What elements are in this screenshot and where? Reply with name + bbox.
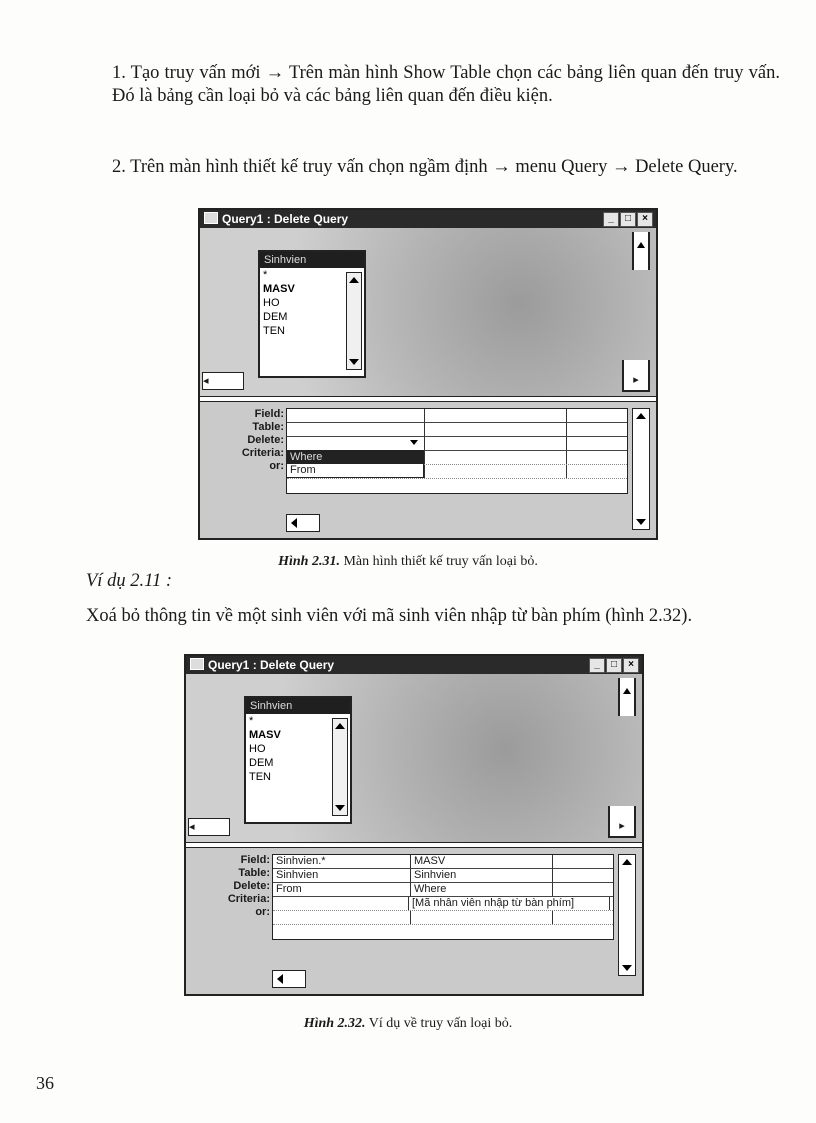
design-grid-pane <box>200 402 656 538</box>
close-button[interactable]: × <box>623 658 639 673</box>
grid-horizontal-scrollbar[interactable] <box>272 970 306 988</box>
maximize-button[interactable]: □ <box>606 658 622 673</box>
caption-label: Hình 2.31. <box>278 554 340 569</box>
grid-cell[interactable]: Where <box>411 883 553 896</box>
grid-horizontal-scrollbar[interactable] <box>286 514 320 532</box>
window-titlebar <box>186 656 642 674</box>
grid-cell[interactable] <box>610 897 613 910</box>
grid-cell[interactable] <box>567 451 627 464</box>
caption-label: Hình 2.32. <box>303 1016 366 1031</box>
maximize-button[interactable]: □ <box>620 212 636 227</box>
grid-cell[interactable] <box>425 465 567 478</box>
design-grid <box>272 854 614 940</box>
grid-cell[interactable]: [Mã nhân viên nhập từ bàn phím] <box>409 897 610 910</box>
table-pane <box>200 228 656 396</box>
query-icon <box>204 212 218 224</box>
field-item[interactable]: HO <box>249 743 266 755</box>
grid-cell[interactable]: Sinhvien.* <box>273 855 411 868</box>
grid-cell[interactable] <box>411 911 553 924</box>
grid-cell[interactable] <box>567 437 627 450</box>
query-icon <box>190 658 204 670</box>
grid-cell[interactable] <box>273 897 409 910</box>
dropdown-option[interactable]: Where <box>287 451 423 464</box>
grid-row <box>287 409 627 423</box>
minimize-button[interactable]: _ <box>603 212 619 227</box>
grid-cell[interactable] <box>567 465 627 478</box>
table-scrollbar[interactable] <box>346 272 362 370</box>
table-scrollbar[interactable] <box>332 718 348 816</box>
table-title: Sinhvien <box>246 698 350 714</box>
row-label: Field: <box>240 854 270 866</box>
grid-row-labels <box>200 408 284 473</box>
grid-cell[interactable] <box>287 437 425 450</box>
grid-vertical-scrollbar[interactable] <box>632 408 650 530</box>
grid-cell[interactable] <box>287 409 425 422</box>
table-title: Sinhvien <box>260 252 364 268</box>
grid-cell[interactable] <box>553 911 613 924</box>
pane-scroll-up-icon[interactable] <box>632 232 650 270</box>
grid-cell[interactable] <box>425 451 567 464</box>
field-item[interactable]: * <box>263 269 268 281</box>
grid-cell[interactable] <box>567 409 627 422</box>
row-label: Delete: <box>233 880 270 892</box>
field-item[interactable]: DEM <box>249 757 274 769</box>
grid-row <box>273 911 613 925</box>
grid-row <box>273 897 613 911</box>
field-item[interactable]: TEN <box>263 325 285 337</box>
window-title: Query1 : Delete Query <box>208 658 335 672</box>
sinhvien-table-box[interactable] <box>244 696 352 824</box>
row-label: Criteria: <box>241 447 284 459</box>
step-1-text: 1. Tạo truy vấn mới → Trên màn hình Show Table chọn các bảng liên quan đến truy vấn. Đó là bảng cần loại bỏ và các bảng liên quan đến điều kiện. <box>112 63 780 106</box>
table-pane <box>186 674 642 842</box>
query-window-2 <box>184 654 644 996</box>
row-label: Criteria: <box>227 893 270 905</box>
grid-row <box>273 855 613 869</box>
field-item[interactable]: TEN <box>249 771 271 783</box>
grid-cell[interactable] <box>567 423 627 436</box>
pane-scroll-left-icon[interactable]: ◂ <box>188 818 230 836</box>
field-item[interactable]: DEM <box>263 311 288 323</box>
grid-cell[interactable] <box>425 423 567 436</box>
row-label: or: <box>269 460 284 472</box>
window-titlebar <box>200 210 656 228</box>
row-label: Delete: <box>247 434 284 446</box>
example-heading: Ví dụ 2.11 : <box>86 571 172 591</box>
pane-scroll-right-icon[interactable]: ▸ <box>608 806 636 838</box>
grid-cell[interactable] <box>287 423 425 436</box>
caption-text: Ví dụ về truy vấn loại bỏ. <box>365 1016 513 1031</box>
pane-scroll-left-icon[interactable]: ◂ <box>202 372 244 390</box>
grid-row <box>273 869 613 883</box>
grid-cell[interactable]: From <box>273 883 411 896</box>
query-window-1 <box>198 208 658 540</box>
dropdown-arrow-icon[interactable] <box>410 440 418 445</box>
grid-row <box>287 437 627 451</box>
grid-cell[interactable] <box>553 883 613 896</box>
example-text: Xoá bỏ thông tin về một sinh viên với mã sinh viên nhập từ bàn phím (hình 2.32). <box>86 606 693 626</box>
grid-cell[interactable]: Sinhvien <box>411 869 553 882</box>
pane-scroll-up-icon[interactable] <box>618 678 636 716</box>
field-item[interactable]: * <box>249 715 254 727</box>
grid-cell[interactable] <box>553 869 613 882</box>
dropdown-option[interactable]: From <box>290 464 316 476</box>
field-item[interactable]: MASV <box>249 729 281 741</box>
design-grid-pane <box>186 848 642 994</box>
grid-row <box>287 423 627 437</box>
field-item[interactable]: HO <box>263 297 280 309</box>
caption-text: Màn hình thiết kế truy vấn loại bỏ. <box>339 554 538 569</box>
grid-cell[interactable] <box>273 911 411 924</box>
figure-caption-1 <box>0 554 816 570</box>
window-title: Query1 : Delete Query <box>222 212 349 226</box>
grid-cell[interactable]: MASV <box>411 855 553 868</box>
grid-row-labels <box>186 854 270 919</box>
grid-vertical-scrollbar[interactable] <box>618 854 636 976</box>
grid-row <box>273 883 613 897</box>
grid-cell[interactable]: Sinhvien <box>273 869 411 882</box>
figure-caption-2 <box>0 1016 816 1032</box>
grid-cell[interactable] <box>425 409 567 422</box>
sinhvien-table-box[interactable] <box>258 250 366 378</box>
close-button[interactable]: × <box>637 212 653 227</box>
grid-cell[interactable] <box>425 437 567 450</box>
page-number: 36 <box>36 1073 54 1093</box>
row-label: or: <box>255 906 270 918</box>
row-label: Table: <box>238 867 270 879</box>
delete-dropdown-list[interactable] <box>286 450 424 478</box>
row-label: Field: <box>254 408 284 420</box>
row-label: Table: <box>252 421 284 433</box>
step-2-text: 2. Trên màn hình thiết kế truy vấn chọn ngầm định → menu Query → Delete Query. <box>112 157 738 177</box>
field-item[interactable]: MASV <box>263 283 295 295</box>
minimize-button[interactable]: _ <box>589 658 605 673</box>
grid-cell[interactable] <box>553 855 613 868</box>
pane-scroll-right-icon[interactable]: ▸ <box>622 360 650 392</box>
